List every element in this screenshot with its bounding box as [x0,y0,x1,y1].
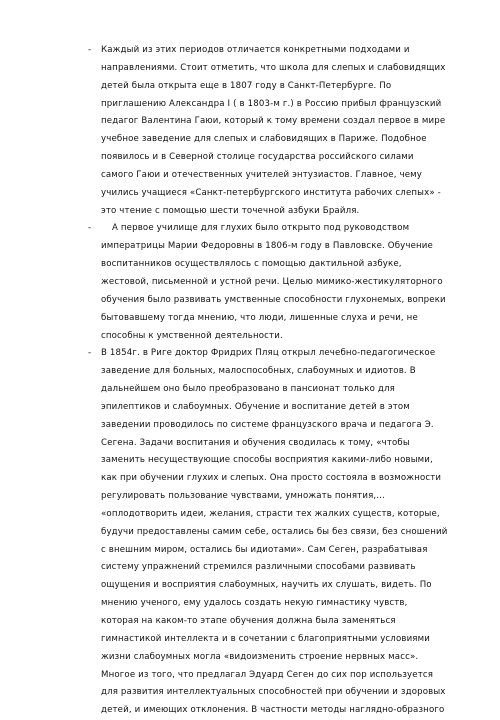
text-line: ощущения и восприятия слабоумных, научить их слушать, видеть. По [101,580,432,591]
text-line: будучи предоставлены самим себе, остались бы без связи, без сношений [101,526,448,537]
text-line: учились учащиеся «Санкт-петербургского института рабочих слепых» - [101,187,441,198]
text-line: которая на каком-то этапе обучения должна была заменяться [101,616,396,626]
text-line: для развития интеллектуальных способностей при обучении и здоровых [101,687,446,698]
text-line: регулировать пользование чувствами, умножать понятия,… [101,491,386,502]
text-line: самого Гаюи и отечественных учителей энтузиастов. Главное, чему [101,169,423,180]
list-item [0,220,500,345]
text-line: воспитанников осуществлялось с помощью дактильной азбуке, [101,259,402,270]
text-line: детей, и имеющих отклонения. В частности методы наглядно-образного [101,705,445,716]
text-line: обучения было развивать умственные способности глухонемых, вопреки [101,294,446,305]
list-item [0,42,500,220]
text-line: В 1854г. в Риге доктор Фридрих Пляц открыл лечебно-педагогическое [101,348,436,359]
text-line: дальнейшем оно было преобразовано в пансионат только для [101,384,395,395]
text-line: детей была открыта еще в 1807 году в Санкт-Петербурге. По [101,80,392,91]
text-line: систему упражнений стремился различными способами развивать [101,562,416,573]
text-line: императрицы Марии Федоровны в 1806-м году в Павловске. Обучение [101,241,433,252]
bullet-list [0,42,500,720]
text-line: направлениями. Стоит отметить, что школа для слепых и слабовидящих [101,62,446,73]
text-line: «оплодотворить идеи, желания, страсти тех жалких существ, которые, [101,508,440,519]
text-line: мнению ученого, ему удалось создать некую гимнастику чувств, [101,598,408,609]
text-line: жизни слабоумных могла «видоизменить строение нервных масс». [101,651,419,662]
text-line: приглашению Александра I ( в 1803-м г.) в Россию прибыл французский [101,98,442,109]
text-line: учебное заведение для слепых и слабовидящих в Париже. Подобное [101,134,427,145]
text-line: способны к умственной деятельности. [101,330,283,341]
text-line: гимнастикой интеллекта и в сочетании с благоприятными условиями [101,633,430,644]
text-line: жестовой, письменной и устной речи. Целью мимико-жестикуляторного [101,276,443,287]
list-marker: - [88,223,92,234]
text-line: появилось и в Северной столице государства российского силами [101,152,414,163]
text-line: это чтение с помощью шести точечной азбуки Брайля. [101,205,360,216]
text-line: заведение для больных, малоспособных, слабоумных и идиотов. В [101,366,416,377]
text-line: педагог Валентина Гаюи, который к тому времени создал первое в мире [101,116,446,127]
text-line: Сегена. Задачи воспитания и обучения сводилась к тому, «чтобы [101,437,410,448]
text-line: бытовавшему тогда мнению, что люди, лишенные слуха и речи, не [101,312,418,323]
text-line: заведении проводилось по системе французского врача и педагога Э. [101,419,434,430]
text-line: с внешним миром, остались бы идиотами». Сам Сеген, разрабатывая [101,544,428,555]
list-marker: - [88,45,92,55]
list-item [0,345,500,720]
text-line: Каждый из этих периодов отличается конкретными подходами и [101,45,410,55]
text-line: Многое из того, что предлагал Эдуард Сеген до сих пор используется [101,669,434,680]
list-marker: - [88,348,92,359]
text-line: как при обучении глухих и слепых. Она просто состояла в возможности [101,473,442,484]
text-line: А первое училище для глухих было открыто под руководством [112,223,410,234]
text-line: эпилептиков и слабоумных. Обучение и воспитание детей в этом [101,401,410,412]
text-line: заменить несуществующие способы восприятия какими-либо новыми, [101,455,433,466]
